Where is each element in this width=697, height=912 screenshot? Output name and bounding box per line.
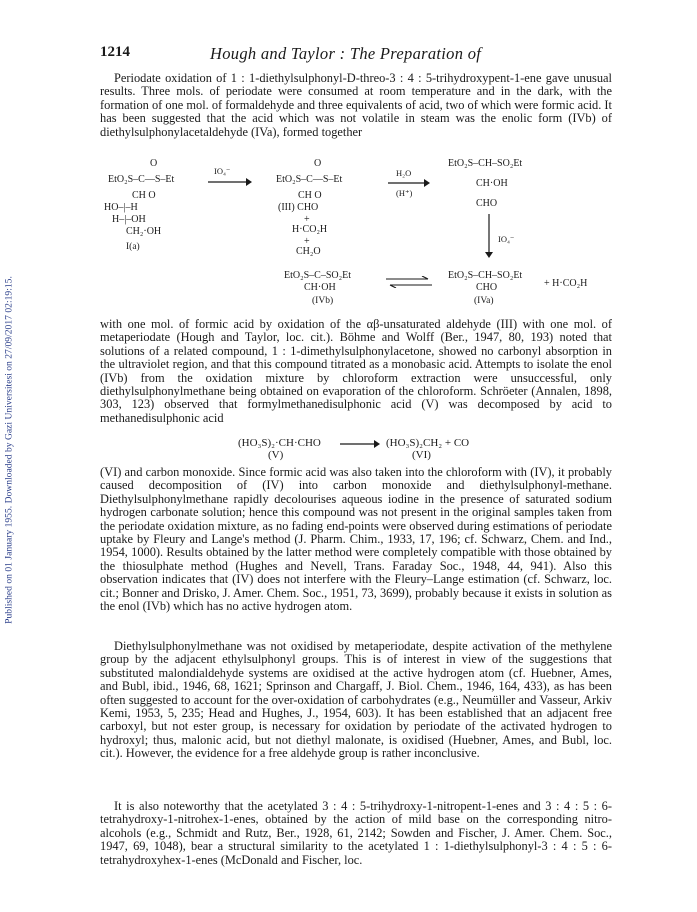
scheme-iva-label: (IVa) [474,296,494,306]
paragraph-3: (VI) and carbon monoxide. Since formic acid was also taken into the chloroform with (IV), it probably caused decomposition of (IV) into carbon monoxide and diethylsulphonyl-methane. Diethylsulphonylmethane rapidly decolourises aqueous iodine in the presence of saturated sodium hydrogen carbonate solution; hence this compound was not present in the original samples taken from the periodate oxidation mixture, as no fading end-points were observed during estimations of periodate uptake by Fleury and Lange's method (J. Pharm. Chim., 1933, 17, 196; cf. Schwarz, Chem. and Ind., 1954, 1000). Results obtained by the latter method were completely compatible with those obtained by the thiosulphate method (Hughes and Nevell, Trans. Faraday Soc., 1948, 44, 941). Also this observation indicates that (IV) does not interfere with the Fleury–Lange estimation (cf. Schwarz, loc. cit.; Bonner and Drisko, J. Amer. Chem. Soc., 1951, 73, 3699), probably because it exists in solution as the enol (IVb) which has no active hydrogen atom. [100,465,612,614]
scheme-iii-oxygen: O [314,158,322,169]
arrow-3-label: IO₄⁻ [498,234,515,244]
scheme-iii-formaldehyde: CH₂O [296,246,321,257]
scheme-iva-cho: CHO [476,282,498,293]
scheme-iii-plus-2: + [304,236,310,247]
reaction-arrow-3 [485,214,493,258]
scheme-iii-plus-1: + [304,214,310,225]
scheme-i-ch2oh: CH₂·OH [126,226,162,237]
scheme-ivb-label: (IVb) [312,296,334,306]
scheme-iva-formic-acid: + H·CO₂H [544,278,588,289]
scheme-iii-formic-acid: H·CO₂H [292,224,328,235]
paragraph-1: Periodate oxidation of 1 : 1-diethylsulphonyl-D-threo-3 : 4 : 5-trihydroxypent-1-ene gave unusual results. Three mols. of periodate were consumed at room temperature and in the dark, with the formation of one mol. of formaldehyde and three equivalents of acid, two of which were formic acid. It has been suggested that the acid which was not volatile in steam was the enolic form (IVb) of diethylsulphonylacetaldehyde (IVa), formed together [100,71,612,139]
scheme-i-main: EtO₂S–C—S–Et [108,174,175,185]
scheme-right-top-main: EtO₂S–CH–SO₂Et [448,158,523,169]
arrow-2-top-label: H₂O [396,168,412,178]
scheme-ivb-main: EtO₂S–C–SO₂Et [284,270,351,281]
scheme-i-h-oh: H–|–OH [112,214,146,225]
arrow-2-bottom-label: (H⁺) [396,188,413,198]
scheme-ivb-choh: CH·OH [304,282,336,293]
arrow-1-label: IO₄⁻ [214,166,231,176]
equation-right: (HO₃S)₂CH₂ + CO [386,437,470,449]
download-watermark-sidebar [2,130,16,770]
equation-left: (HO₃S)₂·CH·CHO [238,437,321,449]
scheme-i-oxygen: O [150,158,158,169]
scheme-i-label: I(a) [126,242,140,252]
scheme-iva-main: EtO₂S–CH–SO₂Et [448,270,523,281]
paragraph-2: with one mol. of formic acid by oxidation of the αβ-unsaturated aldehyde (III) with one mol. of metaperiodate (Hough and Taylor, loc. cit.). Böhme and Wolff (Ber., 1947, 80, 193) noted that solutions of a related compound, 1 : 1-dimethylsulphonylacetone, showed no carbonyl absorption in the ultraviolet region, and that this compound titrated as a monobasic acid. Attempts to isolate the enol (IVb) from the oxidation mixture by chloroform extraction were unsuccessful, only diethylsulphonylmethane being obtained on evaporation of the chloroform. Schröeter (Annalen, 1898, 303, 123) observed that formylmethanedisulphonic acid (V) was decomposed by acid to methanedisulphonic acid [100,317,612,425]
scheme-iii-main: EtO₂S–C—S–Et [276,174,343,185]
reaction-arrow-1 [208,178,252,186]
paragraph-5: It is also noteworthy that the acetylated 3 : 4 : 5-trihydroxy-1-nitropent-1-enes and 3 : 4 : 5 : 6-tetrahydroxy-1-nitrohex-1-enes, obtained by the action of mild base on the corresponding nitro-alcohols (e.g., Schmidt and Rutz, Ber., 1928, 61, 2142; Sowden and Fischer, J. Amer. Chem. Soc., 1947, 69, 1048), bear a structural similarity to the acetylated 1 : 1-diethylsulphonyl-3 : 4 : 5 : 6-tetrahydroxyhex-1-enes (McDonald and Fischer, loc. [100,799,612,867]
scheme-right-top-choh: CH·OH [476,178,508,189]
equation-arrow [340,440,380,448]
paragraph-4: Diethylsulphonylmethane was not oxidised by metaperiodate, despite activation of the methylene group by the adjacent ethylsulphonyl groups. This is of interest in view of the suggestions that substituted malondialdehyde systems are oxidised at the active hydrogen atom (cf. Huebner, Ames, and Bubl, ibid., 1946, 68, 1621; Sprinson and Chargaff, J. Biol. Chem., 1946, 164, 433), as has been often suggested to account for the over-oxidation of carbohydrates (e.g., Neumüller and Vasseur, Arkiv Kemi, 1953, 5, 235; Head and Hughes, J., 1954, 603). It has been established that an adjacent free carboxyl, but not ester group, is necessary for oxidation by periodate of the activated hydrogen to hydroxyl; thus, malonic acid, but not diethyl malonate, is oxidised (Huebner, Ames, and Bubl, loc. cit.). However, the evidence for a free aldehyde group is rather inconclusive. [100,639,612,761]
equation-label-v: (V) [268,449,284,461]
equilibrium-arrows [386,276,432,288]
decomposition-equation [100,437,612,463]
running-title: Hough and Taylor : The Preparation of [210,44,482,63]
scheme-i-ho-h: HO–|–H [104,202,138,213]
page-number: 1214 [100,44,130,60]
reaction-arrow-2 [388,179,430,187]
scheme-right-top-cho: CHO [476,198,498,209]
equation-label-vi: (VI) [412,449,431,461]
scheme-iii-cho-label: (III) CHO [278,202,319,213]
scheme-i-ch-o: CH O [132,190,156,201]
reaction-scheme [96,158,616,306]
scheme-iii-ch-o: CH O [298,190,322,201]
page-header [100,44,612,66]
download-watermark-text: Published on 01 January 1955. Downloaded by Gazi Universitesi on 27/09/2017 02:19:15. [3,276,15,624]
